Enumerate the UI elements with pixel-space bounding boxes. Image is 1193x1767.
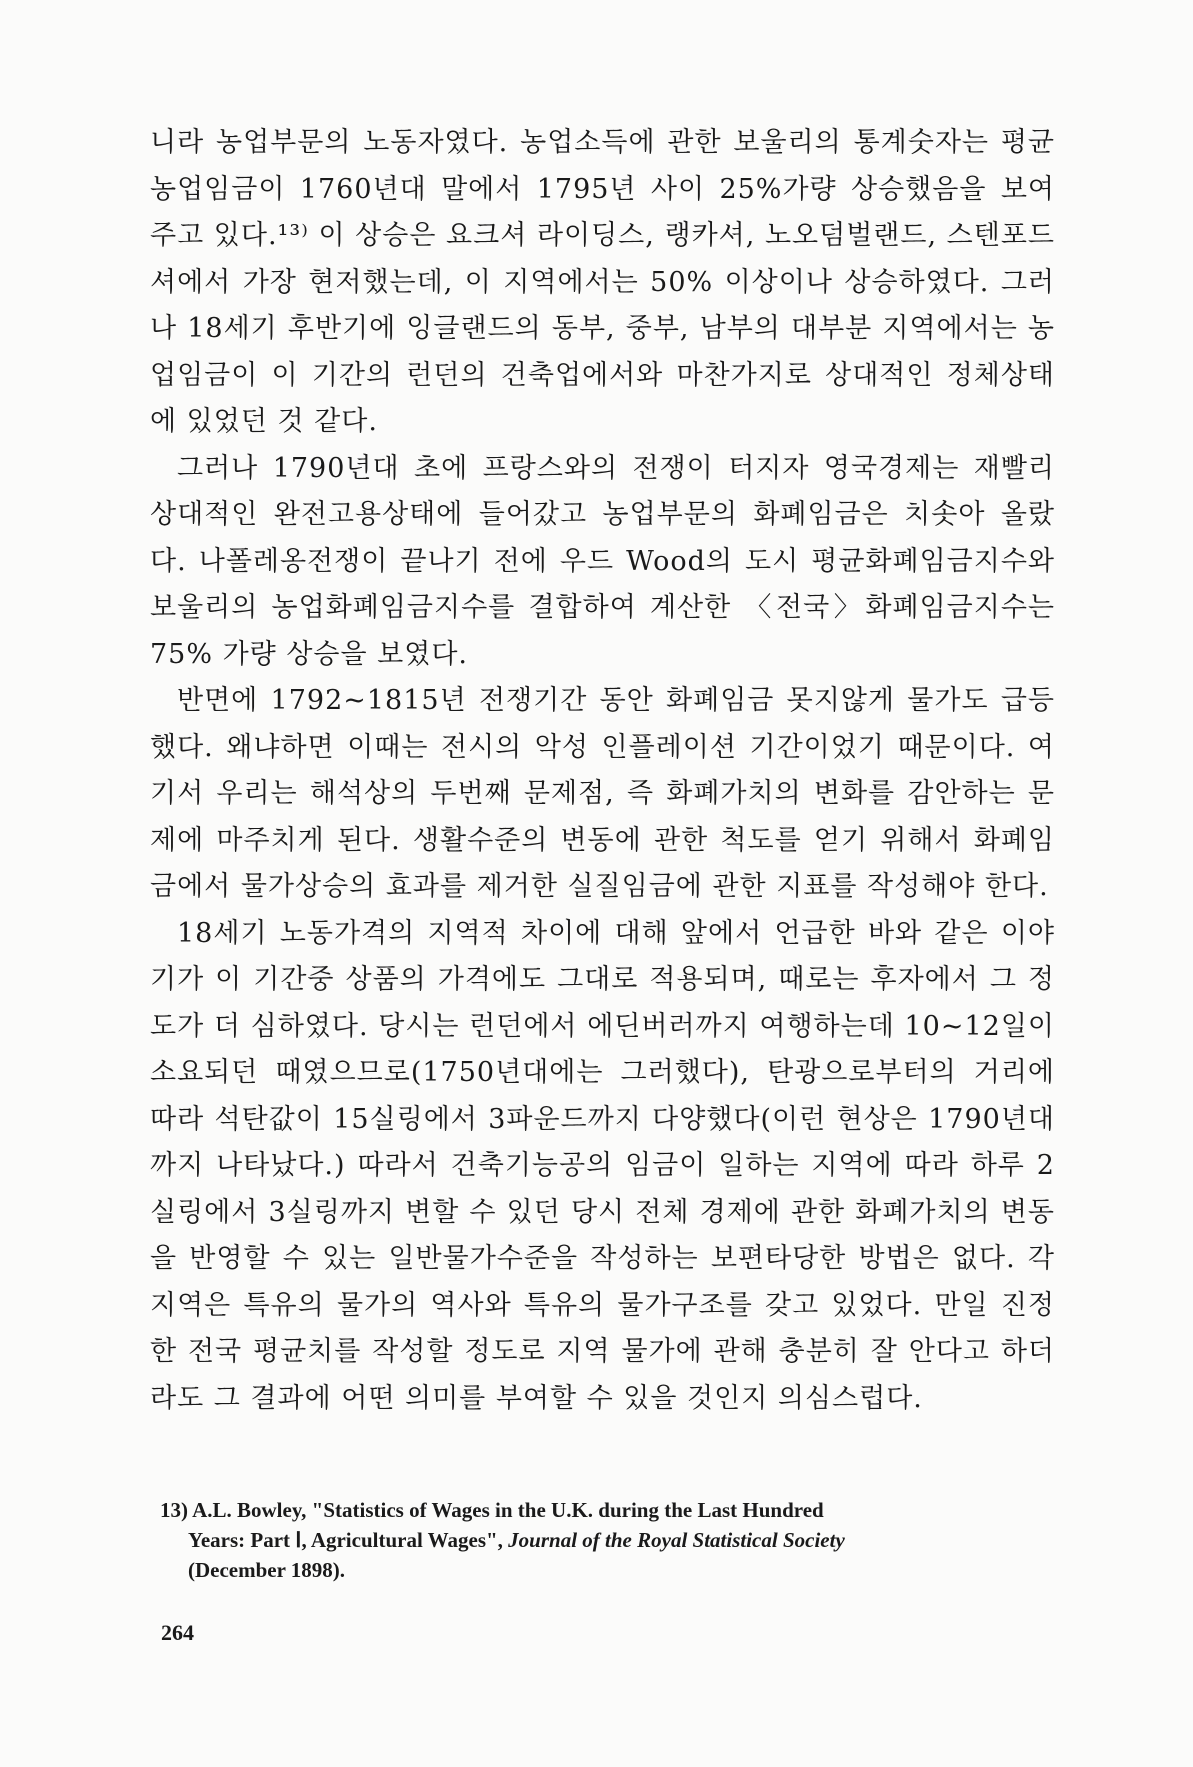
footnote [160, 1495, 1060, 1585]
footnote-line [160, 1525, 1060, 1555]
footnote-journal-title: Journal of the Royal Statistical Society [508, 1528, 845, 1552]
paragraph: 18세기 노동가격의 지역적 차이에 대해 앞에서 언급한 바와 같은 이야기가 이 기간중 상품의 가격에도 그대로 적용되며, 때로는 후자에서 그 정도가 더 심하였다. 당시는 런던에서 에딘버러까지 여행하는데 10~12일이 소요되던 때였으므로(1750년대에는 그러했다), 탄광으로부터의 거리에 따라 석탄값이 15실링에서 3파운드까지 다양했다(이런 현상은 1790년대까지 나타났다.) 따라서 건축기능공의 임금이 일하는 지역에 따라 하루 2실링에서 3실링까지 변할 수 있던 당시 전체 경제에 관한 화폐가치의 변동을 반영할 수 있는 일반물가수준을 작성하는 보편타당한 방법은 없다. 각 지역은 특유의 물가의 역사와 특유의 물가구조를 갖고 있었다. 만일 진정한 전국 평균치를 작성할 정도로 지역 물가에 관해 충분히 잘 안다고 하더라도 그 결과에 어떤 의미를 부여할 수 있을 것인지 의심스럽다. [150, 917, 1065, 1414]
footnote-text: Years: Part Ⅰ, Agricultural Wages", [188, 1528, 509, 1552]
footnote-line: (December 1898). [188, 1558, 346, 1582]
paragraph: 그러나 1790년대 초에 프랑스와의 전쟁이 터지자 영국경제는 재빨리 상대적인 완전고용상태에 들어갔고 농업부문의 화폐임금은 치솟아 올랐다. 나폴레옹전쟁이 끝나기 전에 우드 Wood의 도시 평균화폐임금지수와 보울리의 농업화폐임금지수를 결합하여 계산한 〈전국〉화폐임금지수는 75% 가량 상승을 보였다. [150, 452, 1065, 670]
footnote-line: 13) A.L. Bowley, "Statistics of Wages in the U.K. during the Last Hundred [160, 1498, 824, 1522]
body-text [150, 120, 1065, 1422]
paragraph: 니라 농업부문의 노동자였다. 농업소득에 관한 보울리의 통계숫자는 평균 농업임금이 1760년대 말에서 1795년 사이 25%가량 상승했음을 보여 주고 있다.¹³⁾ 이 상승은 요크셔 라이딩스, 랭카셔, 노오덤벌랜드, 스텐포드셔에서 가장 현저했는데, 이 지역에서는 50% 이상이나 상승하였다. 그러나 18세기 후반기에 잉글랜드의 동부, 중부, 남부의 대부분 지역에서는 농업임금이 이 기간의 런던의 건축업에서와 마찬가지로 상대적인 정체상태에 있었던 것 같다. [150, 127, 1065, 437]
page [150, 120, 1065, 1680]
page-number: 264 [161, 1620, 194, 1645]
paragraph: 반면에 1792~1815년 전쟁기간 동안 화폐임금 못지않게 물가도 급등했다. 왜냐하면 이때는 전시의 악성 인플레이션 기간이었기 때문이다. 여기서 우리는 해석상의 두번째 문제점, 즉 화폐가치의 변화를 감안하는 문제에 마주치게 된다. 생활수준의 변동에 관한 척도를 얻기 위해서 화폐임금에서 물가상승의 효과를 제거한 실질임금에 관한 지표를 작성해야 한다. [150, 685, 1055, 902]
